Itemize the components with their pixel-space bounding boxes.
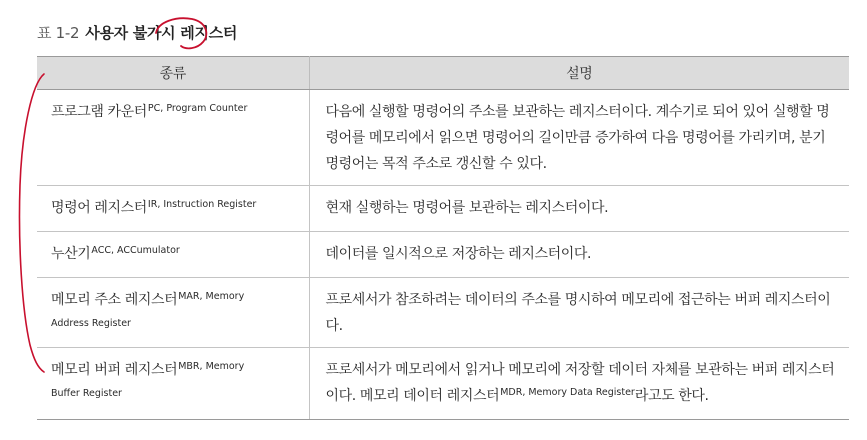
register-english-name-continued: Buffer Register [51, 388, 122, 399]
register-name: 누산기 [51, 246, 91, 262]
register-description: 프로세서가 메모리에서 읽거나 메모리에 저장할 데이터 자체를 보관하는 버퍼 레지스터이다. 메모리 데이터 레지스터 [325, 362, 835, 404]
register-name-cell [37, 186, 309, 232]
table-title: 사용자 불가시 레지스터 [85, 24, 238, 42]
register-english-name: IR, Instruction Register [147, 199, 257, 210]
register-english-name: ACC, ACCumulator [91, 245, 180, 256]
register-description: 현재 실행하는 명령어를 보관하는 레지스터이다. [309, 186, 849, 232]
register-english-name: PC, Program Counter [147, 103, 248, 114]
table-header-row [37, 57, 849, 90]
table-row [37, 90, 849, 186]
table-number: 표 1-2 [37, 24, 80, 42]
register-name-cell [37, 278, 309, 348]
register-name: 메모리 주소 레지스터 [51, 292, 178, 308]
register-name: 메모리 버퍼 레지스터 [51, 362, 178, 378]
register-name: 명령어 레지스터 [51, 200, 147, 216]
table-row [37, 348, 849, 420]
register-english-name: MAR, Memory [178, 291, 245, 302]
register-description: 다음에 실행할 명령어의 주소를 보관하는 레지스터이다. 계수기로 되어 있어 실행할 명령어를 메모리에서 읽으면 명령어의 길이만큼 증가하여 다음 명령어를 가리키며, 분기 명령어는 목적 주소로 갱신할 수 있다. [309, 90, 849, 186]
table-caption [37, 22, 237, 43]
register-description-cell [309, 348, 849, 420]
table-row [37, 232, 849, 278]
register-english-name-continued: Address Register [51, 318, 131, 329]
table-row [37, 186, 849, 232]
register-description: 데이터를 일시적으로 저장하는 레지스터이다. [309, 232, 849, 278]
register-name-cell [37, 348, 309, 420]
register-name-cell [37, 90, 309, 186]
register-table [37, 56, 849, 420]
register-english-name: MBR, Memory [178, 361, 245, 372]
column-header-description: 설명 [309, 57, 849, 90]
column-header-type: 종류 [37, 57, 309, 90]
table-row [37, 278, 849, 348]
description-english-term: MDR, Memory Data Register [500, 387, 635, 398]
register-description: 프로세서가 참조하려는 데이터의 주소를 명시하여 메모리에 접근하는 버퍼 레지스터이다. [309, 278, 849, 348]
register-name-cell [37, 232, 309, 278]
register-name: 프로그램 카운터 [51, 104, 147, 120]
register-description-tail: 라고도 한다. [634, 388, 709, 404]
